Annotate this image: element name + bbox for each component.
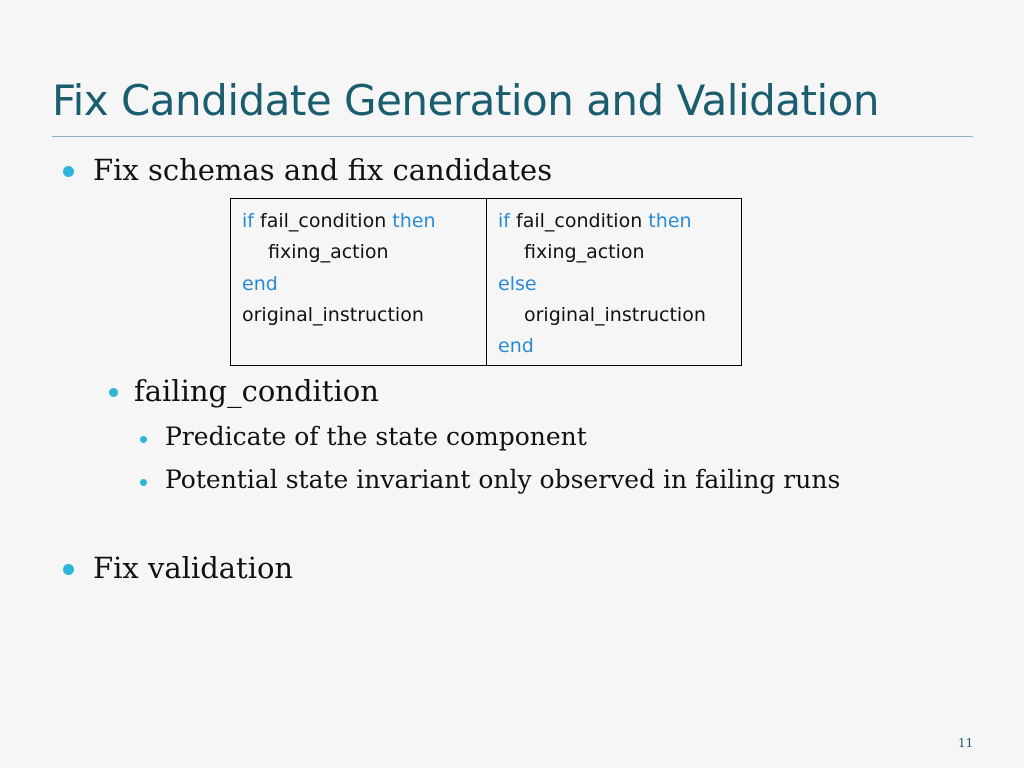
code-line-original: original_instruction bbox=[524, 303, 706, 326]
bullet-fix-validation: Fix validation bbox=[93, 551, 294, 585]
bullet-dot-icon bbox=[109, 388, 118, 397]
bullet-dot-icon bbox=[63, 564, 74, 575]
code-line-action: fixing_action bbox=[268, 241, 389, 264]
code-condition: fail_condition bbox=[253, 210, 393, 232]
keyword-else: else bbox=[498, 272, 537, 295]
code-line-action: fixing_action bbox=[524, 241, 645, 264]
bullet-predicate: Predicate of the state component bbox=[165, 422, 587, 451]
bullet-dot-icon bbox=[140, 436, 147, 443]
title-divider bbox=[52, 136, 973, 137]
code-line-condition bbox=[242, 206, 486, 237]
bullet-dot-icon bbox=[63, 166, 74, 177]
code-line-condition bbox=[498, 206, 741, 237]
bullet-failing-condition: failing_condition bbox=[134, 374, 379, 408]
keyword-then: then bbox=[648, 210, 692, 232]
keyword-then: then bbox=[392, 210, 436, 232]
page-number: 11 bbox=[958, 736, 974, 750]
schema-cell-if-else-end bbox=[487, 199, 741, 365]
bullet-fix-schemas: Fix schemas and fix candidates bbox=[93, 153, 553, 187]
slide-title: Fix Candidate Generation and Validation bbox=[52, 76, 879, 125]
code-condition: fail_condition bbox=[509, 210, 649, 232]
keyword-end: end bbox=[498, 335, 534, 358]
keyword-end: end bbox=[242, 272, 278, 295]
fix-schema-table bbox=[230, 198, 742, 366]
bullet-invariant: Potential state invariant only observed in failing runs bbox=[165, 465, 841, 494]
keyword-if: if bbox=[242, 210, 254, 232]
code-line-original: original_instruction bbox=[242, 303, 424, 326]
schema-cell-if-then-end bbox=[231, 199, 487, 365]
keyword-if: if bbox=[498, 210, 510, 232]
bullet-dot-icon bbox=[140, 479, 147, 486]
